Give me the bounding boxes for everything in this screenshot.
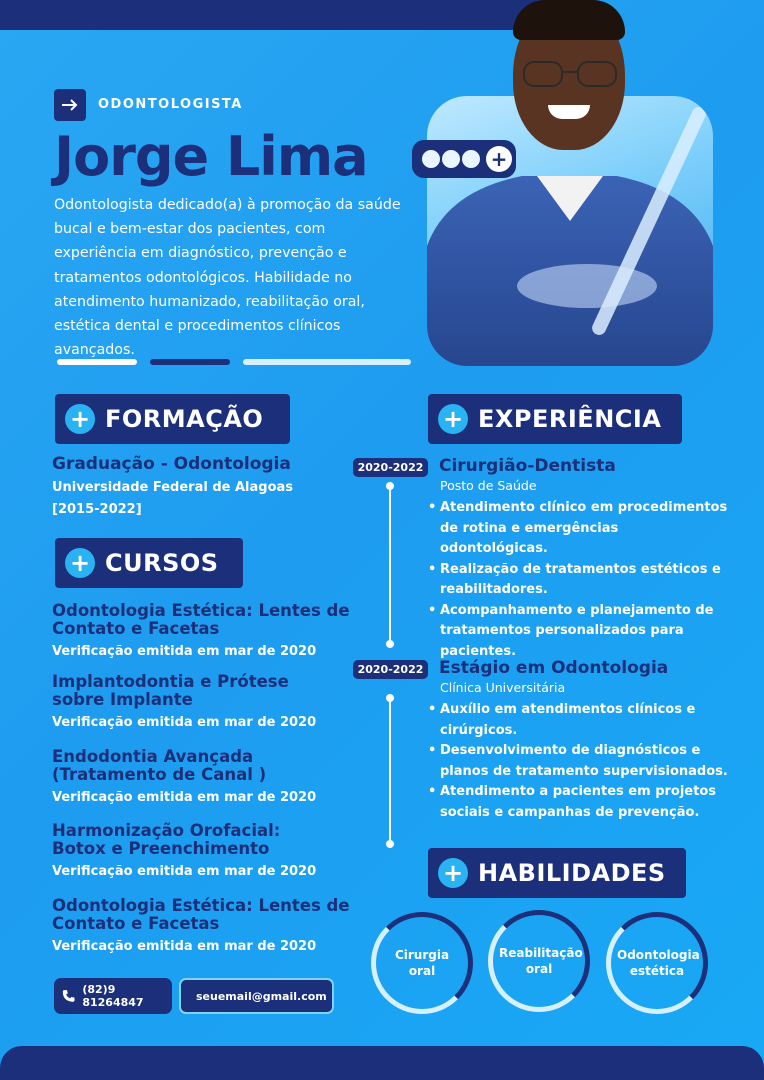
divider-bar: [243, 359, 411, 365]
avatar-group: [412, 140, 516, 178]
role-label: ODONTOLOGISTA: [98, 97, 243, 112]
timeline-dot: [386, 694, 394, 702]
school: Universidade Federal de Alagoas: [52, 480, 294, 495]
job-org: Clínica Universitária: [440, 680, 566, 695]
course-title: Endodontia Avançada (Tratamento de Canal ): [52, 747, 267, 784]
divider-bar: [150, 359, 230, 365]
email-address: seuemail@gmail.com: [196, 989, 327, 1003]
list-item: • Atendimento a pacientes em projetos sociais e campanhas de prevenção.: [428, 782, 728, 823]
avatar: [440, 148, 462, 170]
skill-label: Reabilitação oral: [499, 946, 583, 976]
course-verification: Verificação emitida em mar de 2020: [52, 644, 317, 659]
course-title: Implantodontia e Prótese sobre Implante: [52, 672, 289, 709]
section-title: EXPERIÊNCIA: [478, 405, 662, 433]
list-item: • Auxílio em atendimentos clínicos e cirúrgicos.: [428, 700, 728, 741]
course-title: Odontologia Estética: Lentes de Contato e Facetas: [52, 896, 350, 933]
section-title: FORMAÇÃO: [105, 405, 264, 433]
bottom-bar: [0, 1046, 764, 1080]
portrait-hair: [513, 0, 625, 40]
date-badge: 2020-2022: [353, 458, 428, 477]
plus-icon: +: [438, 858, 468, 888]
course-verification: Verificação emitida em mar de 2020: [52, 790, 317, 805]
profile-summary: Odontologista dedicado(a) à promoção da saúde bucal e bem-estar dos pacientes, com experiência em diagnóstico, prevenção e tratamentos odontológicos. Habilidade no atendimento humanizado, reabilitação oral, estética dental e procedimentos clínicos avançados.: [54, 197, 401, 359]
course-verification: Verificação emitida em mar de 2020: [52, 864, 317, 879]
timeline-dot: [386, 482, 394, 490]
top-bar: [0, 0, 560, 30]
plus-icon: +: [486, 146, 512, 172]
degree: Graduação - Odontologia: [52, 454, 291, 474]
years: [2015-2022]: [52, 502, 142, 517]
email-contact[interactable]: [179, 978, 334, 1014]
plus-icon: +: [438, 404, 468, 434]
skill-label: Odontologia estética: [617, 948, 700, 978]
plus-icon: +: [65, 548, 95, 578]
section-title: CURSOS: [105, 549, 219, 577]
course-title: Harmonização Orofacial: Botox e Preenchimento: [52, 821, 281, 858]
job-bullets: [428, 498, 728, 662]
skill-label: Cirurgia oral: [394, 948, 450, 978]
habilidades-heading: [428, 848, 686, 898]
job-bullets: [428, 700, 728, 823]
skill-circle: [488, 910, 590, 1012]
course-verification: Verificação emitida em mar de 2020: [52, 939, 317, 954]
skill-circle: [606, 912, 708, 1014]
timeline-dot: [386, 840, 394, 848]
job-org: Posto de Saúde: [440, 478, 537, 493]
phone-icon: [62, 988, 75, 1004]
course-verification: Verificação emitida em mar de 2020: [52, 715, 317, 730]
plus-icon: +: [65, 404, 95, 434]
job-title: Estágio em Odontologia: [439, 658, 669, 678]
avatar: [420, 148, 442, 170]
section-title: HABILIDADES: [478, 859, 666, 887]
cursos-heading: [55, 538, 243, 588]
date-badge: 2020-2022: [353, 660, 428, 679]
skill-circle: [371, 912, 473, 1014]
phone-contact[interactable]: [54, 978, 172, 1014]
list-item: • Acompanhamento e planejamento de tratamentos personalizados para pacientes.: [428, 601, 728, 663]
experiencia-heading: [428, 394, 682, 444]
list-item: • Realização de tratamentos estéticos e reabilitadores.: [428, 560, 728, 601]
glasses-icon: [520, 58, 620, 88]
person-name: Jorge Lima: [54, 125, 368, 188]
job-title: Cirurgião-Dentista: [439, 456, 616, 476]
phone-number: (82)9 81264847: [82, 983, 144, 1009]
avatar: [460, 148, 482, 170]
timeline-dot: [386, 640, 394, 648]
arrow-right-icon: [54, 89, 86, 121]
list-item: • Atendimento clínico em procedimentos de rotina e emergências odontológicas.: [428, 498, 728, 560]
timeline-line: [389, 486, 391, 644]
timeline-line: [389, 698, 391, 844]
list-item: • Desenvolvimento de diagnósticos e planos de tratamento supervisionados.: [428, 741, 728, 782]
formacao-heading: [55, 394, 290, 444]
divider-bar: [57, 359, 137, 365]
course-title: Odontologia Estética: Lentes de Contato e Facetas: [52, 601, 350, 638]
